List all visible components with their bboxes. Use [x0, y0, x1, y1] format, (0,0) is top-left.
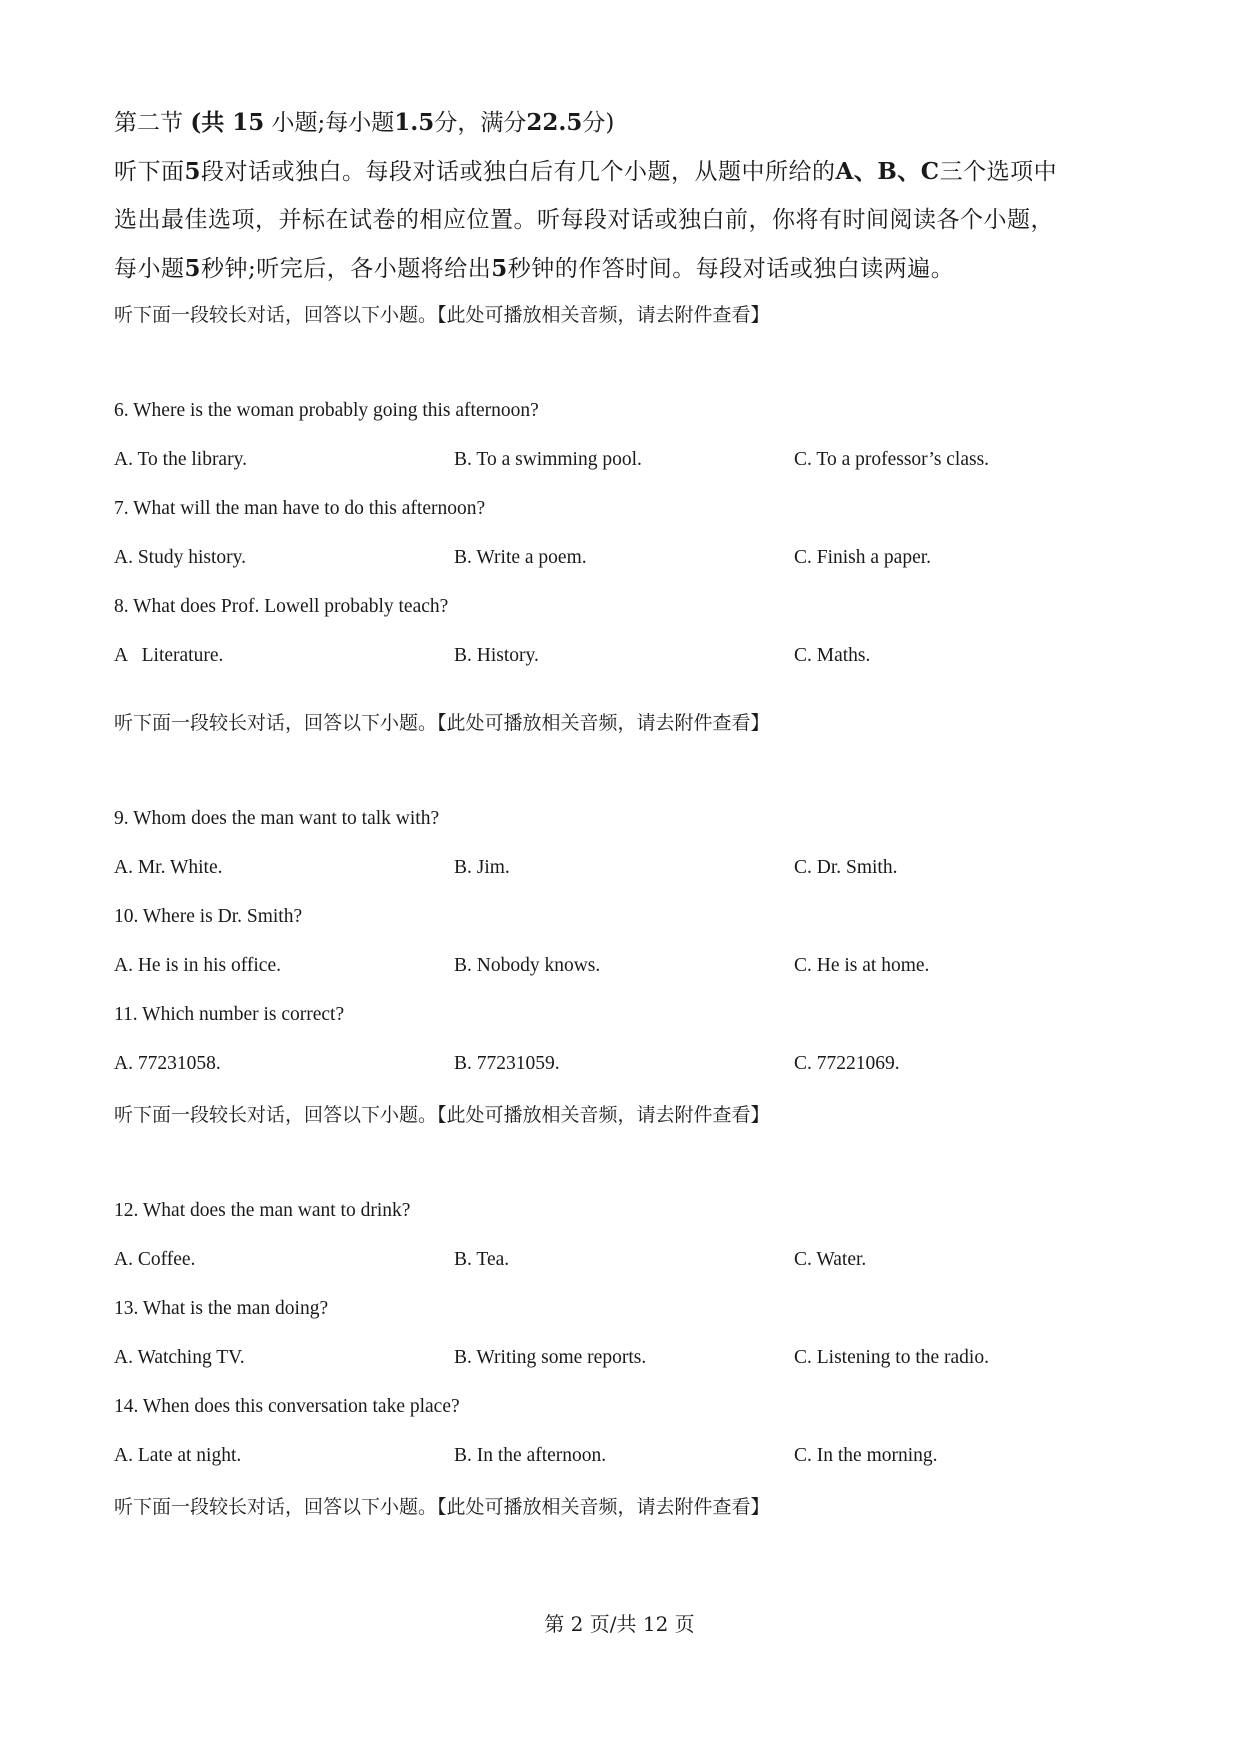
instr-text: 秒钟的作答时间。每段对话或独白读两遍。	[507, 256, 955, 282]
option-c: C. Water.	[794, 1249, 867, 1270]
audio-note: 听下面一段较长对话，回答以下小题。【此处可播放相关音频，请去附件查看】	[114, 304, 770, 326]
instr-num: 5	[491, 255, 508, 282]
section-count: 15	[232, 109, 265, 136]
instructions-line-1	[114, 153, 1057, 186]
option-c: C. 77221069.	[794, 1053, 900, 1074]
section-detail-open: (共	[190, 109, 225, 136]
instr-options: A、B、C	[835, 158, 940, 185]
instr-num: 5	[184, 158, 202, 185]
question-9: 9. Whom does the man want to talk with?	[114, 808, 440, 829]
option-c: C. In the morning.	[794, 1445, 938, 1466]
question-12: 12. What does the man want to drink?	[114, 1200, 411, 1221]
instr-num: 5	[184, 255, 202, 282]
question-8: 8. What does Prof. Lowell probably teach?	[114, 596, 449, 617]
option-a: A. To the library.	[114, 449, 247, 470]
option-a: A. Mr. White.	[114, 857, 223, 878]
instructions-line-2: 选出最佳选项，并标在试卷的相应位置。听每段对话或独白前，你将有时间阅读各个小题，	[114, 207, 1054, 233]
option-b: B. Writing some reports.	[454, 1347, 647, 1368]
section-detail-mid1: 小题;每小题	[271, 110, 395, 136]
question-6: 6. Where is the woman probably going this afternoon?	[114, 400, 539, 421]
option-a: A. Watching TV.	[114, 1347, 245, 1368]
option-b: B. 77231059.	[454, 1053, 560, 1074]
question-10: 10. Where is Dr. Smith?	[114, 906, 303, 927]
option-b: B. History.	[454, 645, 539, 666]
option-b: B. Nobody knows.	[454, 955, 601, 976]
option-c: C. Finish a paper.	[794, 547, 932, 568]
option-b: B. To a swimming pool.	[454, 449, 642, 470]
option-c: C. Dr. Smith.	[794, 857, 898, 878]
option-c: C. Listening to the radio.	[794, 1347, 989, 1368]
option-a: A Literature.	[114, 645, 224, 666]
option-c: C. Maths.	[794, 645, 871, 666]
question-11: 11. Which number is correct?	[114, 1004, 345, 1025]
option-c: C. He is at home.	[794, 955, 930, 976]
instr-text: 三个选项中	[939, 159, 1058, 185]
section-detail-close: 分)	[582, 110, 615, 136]
option-b: B. In the afternoon.	[454, 1445, 607, 1466]
question-14: 14. When does this conversation take place?	[114, 1396, 460, 1417]
audio-note: 听下面一段较长对话，回答以下小题。【此处可播放相关音频，请去附件查看】	[114, 712, 770, 734]
option-c: C. To a professor’s class.	[794, 449, 990, 470]
option-b: B. Write a poem.	[454, 547, 587, 568]
audio-note: 听下面一段较长对话，回答以下小题。【此处可播放相关音频，请去附件查看】	[114, 1496, 770, 1518]
section-detail-mid2: 分，满分	[434, 110, 527, 136]
option-a: A. Study history.	[114, 547, 246, 568]
option-a: A. Coffee.	[114, 1249, 196, 1270]
option-a: A. 77231058.	[114, 1053, 221, 1074]
option-a: A. Late at night.	[114, 1445, 242, 1466]
section-label: 第二节	[114, 110, 183, 136]
instr-text: 秒钟;听完后，各小题将给出	[201, 256, 492, 282]
option-b: B. Tea.	[454, 1249, 510, 1270]
section-points-total: 22.5	[526, 109, 583, 136]
section-heading	[114, 104, 614, 137]
page-number: 第 2 页/共 12 页	[544, 1612, 695, 1636]
instr-text: 段对话或独白。每段对话或独白后有几个小题，从题中所给的	[201, 159, 836, 185]
option-a: A. He is in his office.	[114, 955, 281, 976]
question-13: 13. What is the man doing?	[114, 1298, 329, 1319]
instructions-line-3	[114, 250, 954, 283]
instr-text: 听下面	[114, 159, 185, 185]
audio-note: 听下面一段较长对话，回答以下小题。【此处可播放相关音频，请去附件查看】	[114, 1104, 770, 1126]
instr-text: 每小题	[114, 256, 185, 282]
question-7: 7. What will the man have to do this afternoon?	[114, 498, 486, 519]
option-b: B. Jim.	[454, 857, 510, 878]
section-points-each: 1.5	[394, 109, 435, 136]
